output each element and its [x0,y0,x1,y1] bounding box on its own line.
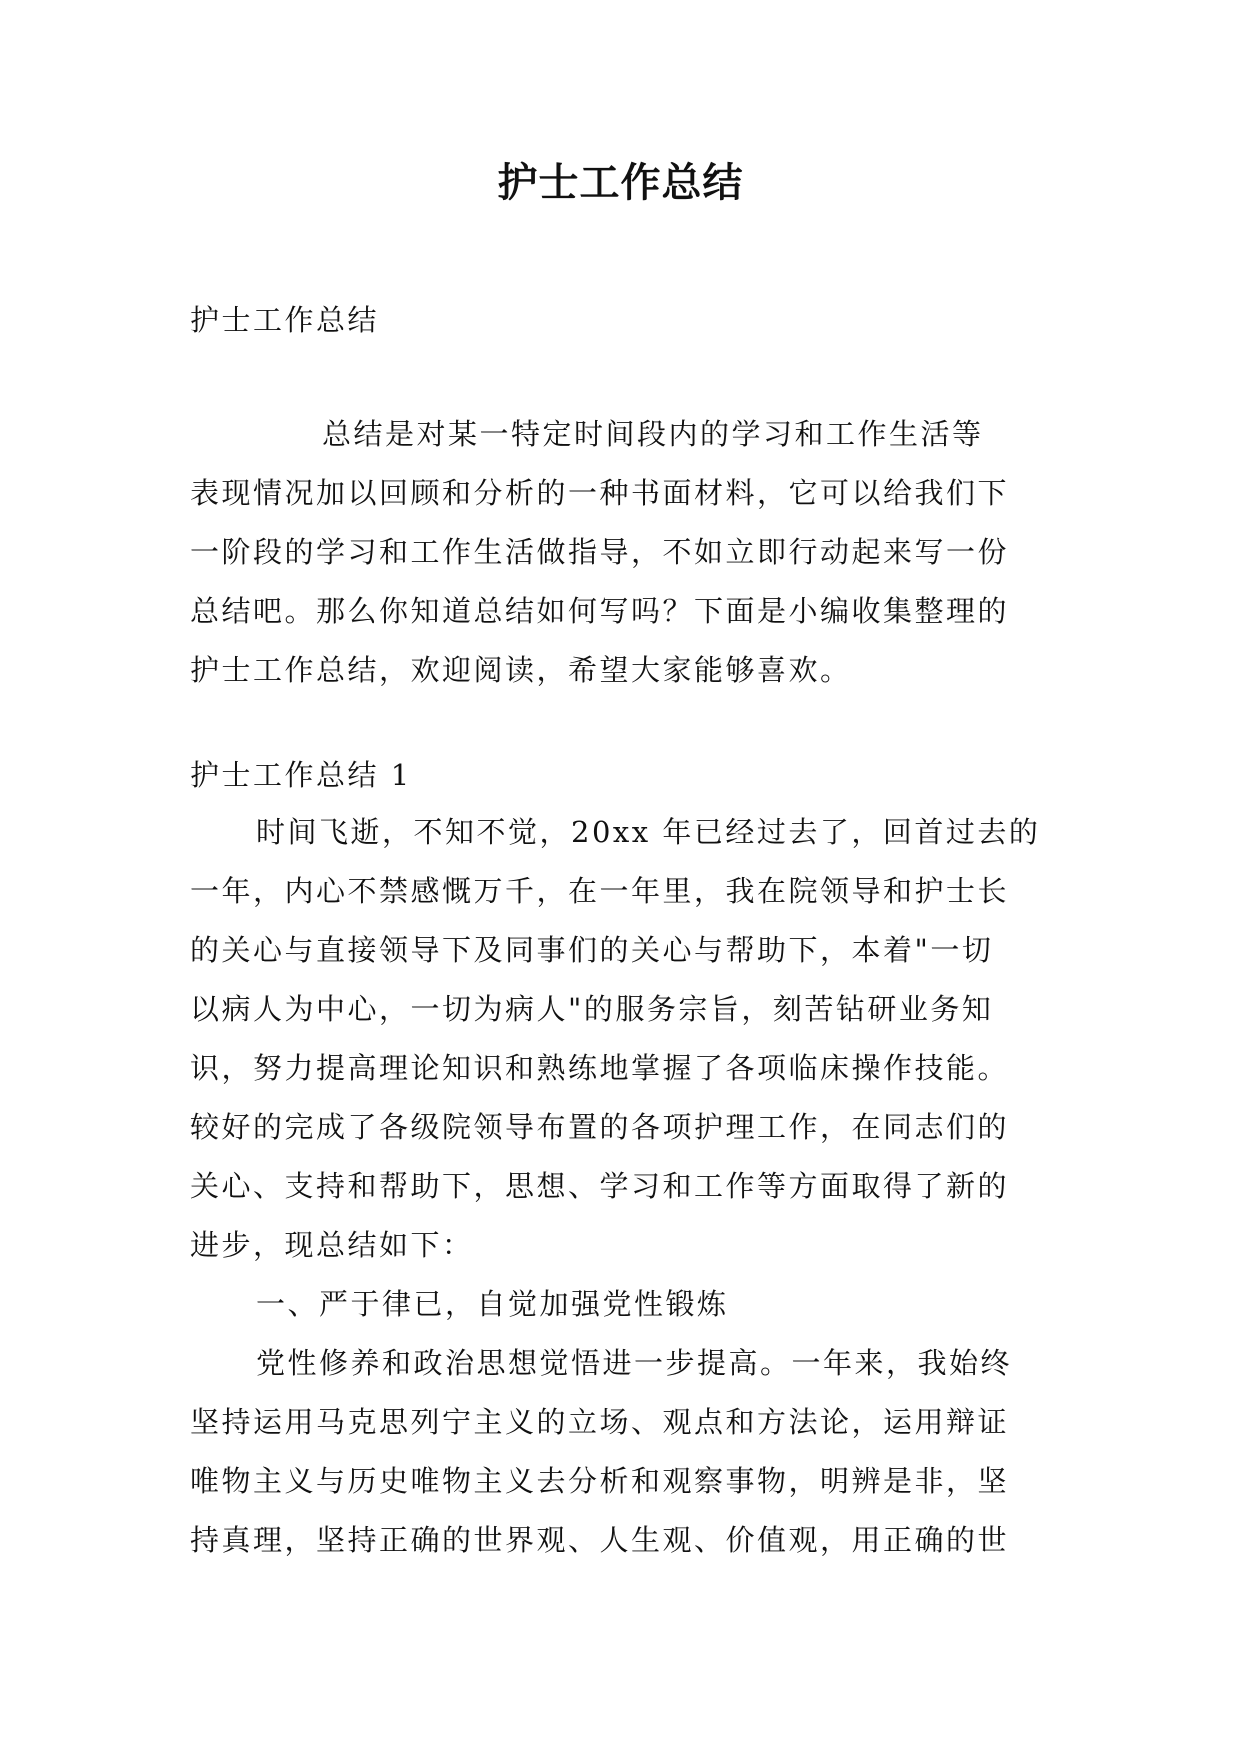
document-title: 护士工作总结 [497,160,744,206]
subsection-heading: 一、严于律已，自觉加强党性锻炼 [256,1287,729,1321]
section-line: 识，努力提高理论知识和熟练地掌握了各项临床操作技能。 [190,1051,1010,1085]
section-line: 时间飞逝，不知不觉，20xx 年已经过去了，回首过去的 [256,815,1041,849]
intro-line: 护士工作总结，欢迎阅读，希望大家能够喜欢。 [190,653,852,687]
section-line: 较好的完成了各级院领导布置的各项护理工作，在同志们的 [190,1110,1010,1144]
section-line: 党性修养和政治思想觉悟进一步提高。一年来，我始终 [256,1346,1013,1380]
section-body [190,803,1070,1570]
section-line: 关心、支持和帮助下，思想、学习和工作等方面取得了新的 [190,1169,1010,1203]
section-line: 进步，现总结如下： [190,1228,474,1262]
section-line: 一年，内心不禁感慨万千，在一年里，我在院领导和护士长 [190,874,1010,908]
section-line: 持真理，坚持正确的世界观、人生观、价值观，用正确的世 [190,1523,1010,1557]
intro-line: 总结吧。那么你知道总结如何写吗？下面是小编收集整理的 [190,594,1010,628]
intro-line: 表现情况加以回顾和分析的一种书面材料，它可以给我们下 [190,476,1010,510]
section-heading: 护士工作总结 1 [190,758,412,792]
intro-paragraph [190,405,1070,700]
section-line: 以病人为中心，一切为病人"的服务宗旨，刻苦钻研业务知 [190,992,994,1026]
section-line: 唯物主义与历史唯物主义去分析和观察事物，明辨是非，坚 [190,1464,1010,1498]
section-line: 的关心与直接领导下及同事们的关心与帮助下，本着"一切 [190,933,994,967]
section-line: 坚持运用马克思列宁主义的立场、观点和方法论，运用辩证 [190,1405,1010,1439]
intro-line: 一阶段的学习和工作生活做指导，不如立即行动起来写一份 [190,535,1010,569]
document-subtitle: 护士工作总结 [190,303,380,337]
intro-line: 总结是对某一特定时间段内的学习和工作生活等 [322,417,984,451]
